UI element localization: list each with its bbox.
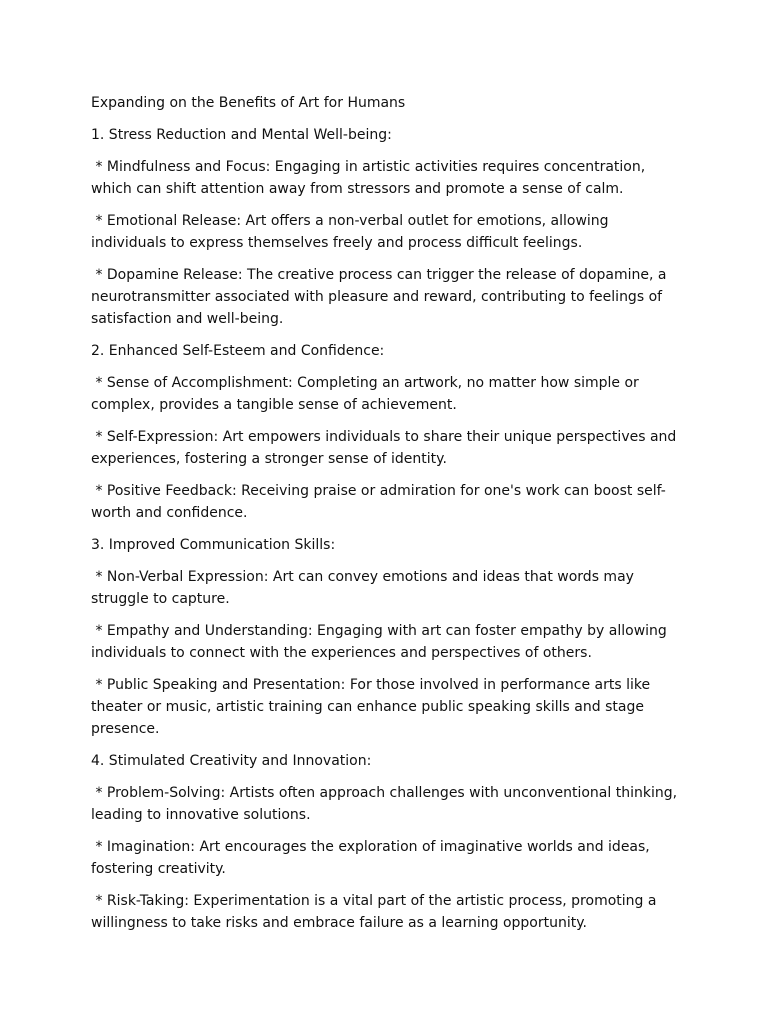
bullet-paragraph: * Imagination: Art encourages the exploration of imaginative worlds and ideas, fostering creativity. xyxy=(91,839,655,877)
bullet-paragraph: * Dopamine Release: The creative process can trigger the release of dopamine, a neurotransmitter associated with pleasure and reward, contributing to feelings of satisfaction and well-being. xyxy=(91,267,671,327)
bullet-paragraph: * Self-Expression: Art empowers individuals to share their unique perspectives and experiences, fostering a stronger sense of identity. xyxy=(91,429,681,467)
bullet-paragraph: * Emotional Release: Art offers a non-verbal outlet for emotions, allowing individuals to express themselves freely and process difficult feelings. xyxy=(91,213,614,251)
section-heading: 4. Stimulated Creativity and Innovation: xyxy=(91,753,372,769)
bullet-paragraph: * Non-Verbal Expression: Art can convey emotions and ideas that words may struggle to capture. xyxy=(91,569,639,607)
bullet-paragraph: * Risk-Taking: Experimentation is a vital part of the artistic process, promoting a willingness to take risks and embrace failure as a learning opportunity. xyxy=(91,893,661,931)
section-heading: 2. Enhanced Self-Esteem and Confidence: xyxy=(91,343,385,359)
bullet-paragraph: * Empathy and Understanding: Engaging with art can foster empathy by allowing individuals to connect with the experiences and perspectives of others. xyxy=(91,623,672,661)
section-heading: 3. Improved Communication Skills: xyxy=(91,537,336,553)
bullet-paragraph: * Sense of Accomplishment: Completing an artwork, no matter how simple or complex, provides a tangible sense of achievement. xyxy=(91,375,644,413)
document-body xyxy=(91,92,685,944)
document-title: Expanding on the Benefits of Art for Humans xyxy=(91,95,406,111)
section-heading: 1. Stress Reduction and Mental Well-being: xyxy=(91,127,392,143)
bullet-paragraph: * Public Speaking and Presentation: For those involved in performance arts like theater or music, artistic training can enhance public speaking skills and stage presence. xyxy=(91,677,655,737)
bullet-paragraph: * Problem-Solving: Artists often approach challenges with unconventional thinking, leading to innovative solutions. xyxy=(91,785,682,823)
bullet-paragraph: * Mindfulness and Focus: Engaging in artistic activities requires concentration, which can shift attention away from stressors and promote a sense of calm. xyxy=(91,159,650,197)
bullet-paragraph: * Positive Feedback: Receiving praise or admiration for one's work can boost self-worth and confidence. xyxy=(91,483,666,521)
